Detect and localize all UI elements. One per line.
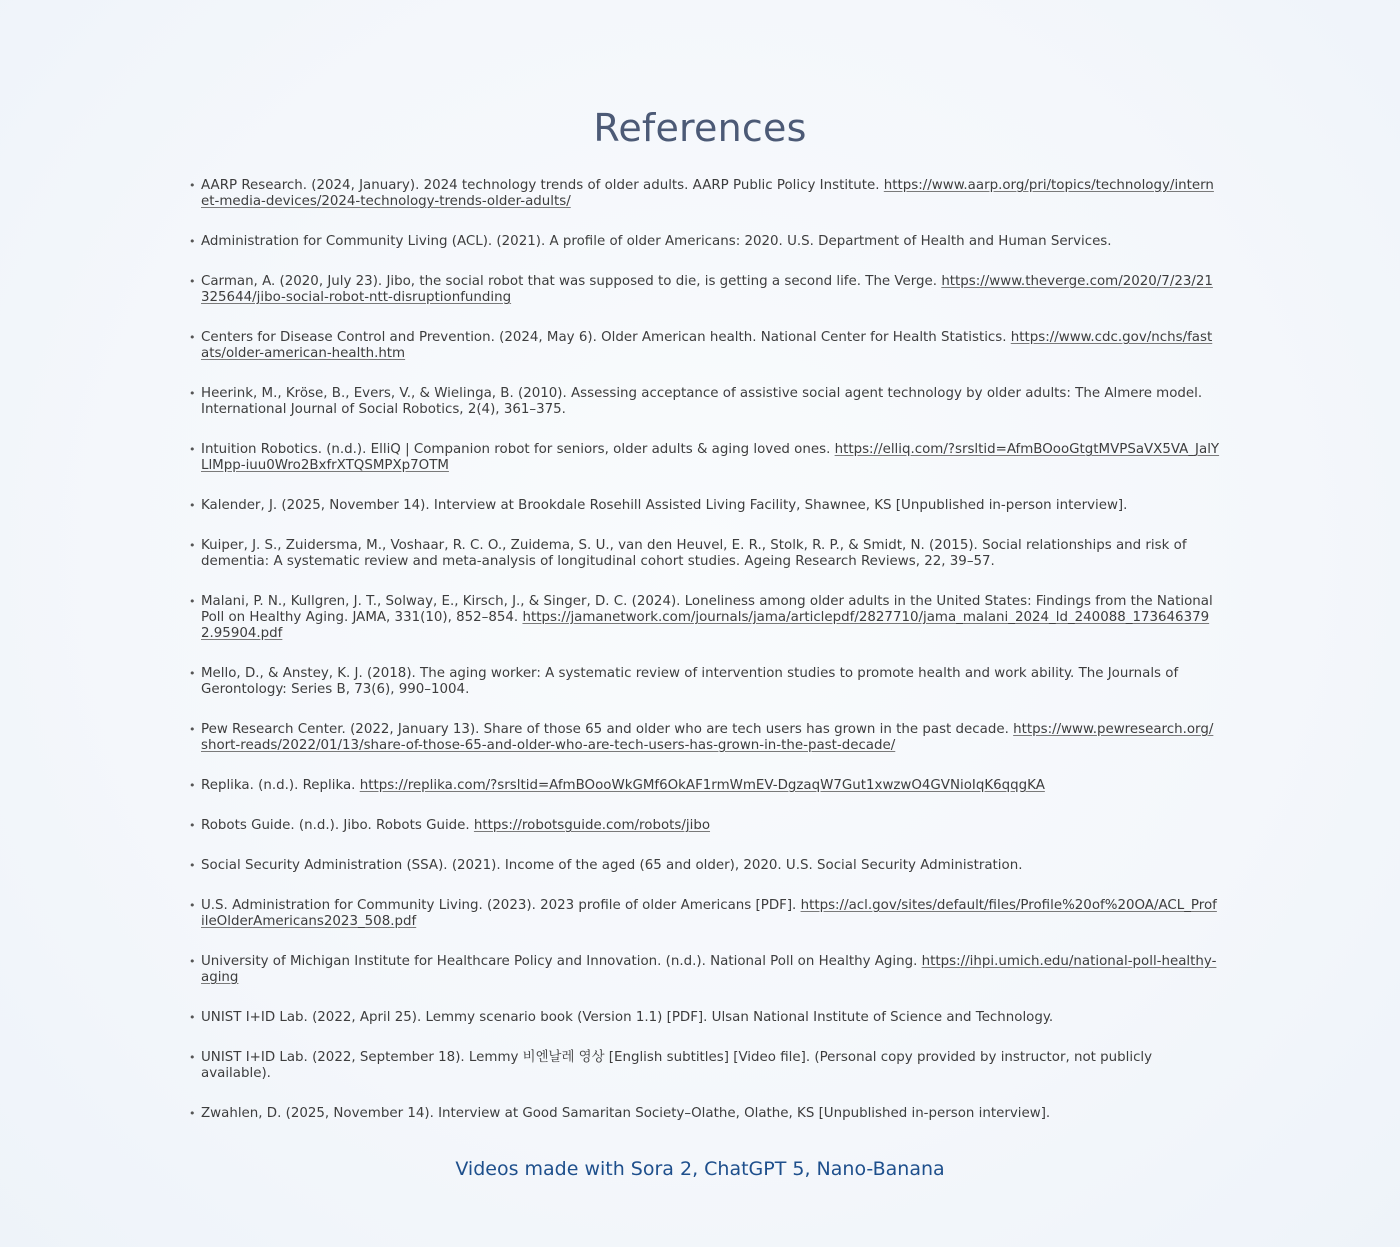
- reference-link[interactable]: https://acl.gov/sites/default/files/Profile%20of%20OA/ACL_ProfileOlderAmericans2023_508.pdf: [201, 898, 1217, 929]
- bullet-icon: •: [189, 859, 196, 872]
- reference-item: [186, 1050, 1220, 1082]
- bullet-icon: •: [189, 387, 196, 400]
- bullet-icon: •: [189, 499, 196, 512]
- reference-text: Kuiper, J. S., Zuidersma, M., Voshaar, R. C. O., Zuidema, S. U., van den Heuvel, E. R., Stolk, R. P., & Smidt, N. (2015). Social relationships and risk of dementia: A systematic review and meta-analysis of longitudinal cohort studies. Ageing Research Reviews, 22, 39–57.: [201, 538, 1187, 569]
- reference-text: Social Security Administration (SSA). (2021). Income of the aged (65 and older), 2020. U.S. Social Security Administration.: [201, 858, 1023, 873]
- reference-link[interactable]: https://www.pewresearch.org/short-reads/2022/01/13/share-of-those-65-and-older-who-are-tech-users-has-grown-in-the-past-decade/: [201, 722, 1214, 753]
- reference-item: [186, 274, 1220, 306]
- bullet-icon: •: [189, 331, 196, 344]
- reference-item: [186, 818, 1220, 834]
- page-title: References: [593, 106, 807, 150]
- bullet-icon: •: [189, 723, 196, 736]
- bullet-icon: •: [189, 819, 196, 832]
- reference-text: Robots Guide. (n.d.). Jibo. Robots Guide.: [201, 818, 474, 833]
- reference-text: U.S. Administration for Community Living. (2023). 2023 profile of older Americans [PDF].: [201, 898, 801, 913]
- reference-item: [186, 954, 1220, 986]
- reference-item: [186, 178, 1220, 210]
- reference-text: University of Michigan Institute for Healthcare Policy and Innovation. (n.d.). National Poll on Healthy Aging.: [201, 954, 922, 969]
- reference-text: UNIST I+ID Lab. (2022, April 25). Lemmy scenario book (Version 1.1) [PDF]. Ulsan National Institute of Science and Technology.: [201, 1010, 1054, 1025]
- reference-link[interactable]: https://replika.com/?srsltid=AfmBOooWkGMf6OkAF1rmWmEV-DgzaqW7Gut1xwzwO4GVNioIqK6qqgKA: [359, 778, 1045, 793]
- reference-link[interactable]: https://www.aarp.org/pri/topics/technology/internet-media-devices/2024-technology-trends-older-adults/: [201, 178, 1214, 209]
- reference-text: Heerink, M., Kröse, B., Evers, V., & Wielinga, B. (2010). Assessing acceptance of assistive social agent technology by older adults: The Almere model. International Journal of Social Robotics, 2(4), 361–375.: [201, 386, 1203, 417]
- bullet-icon: •: [189, 235, 196, 248]
- bullet-icon: •: [189, 595, 196, 608]
- reference-link[interactable]: https://jamanetwork.com/journals/jama/articlepdf/2827710/jama_malani_2024_ld_240088_1736463792.95904.pdf: [201, 610, 1210, 641]
- reference-link[interactable]: https://ihpi.umich.edu/national-poll-healthy-aging: [201, 954, 1217, 985]
- reference-item: [186, 498, 1220, 514]
- reference-text: Kalender, J. (2025, November 14). Interview at Brookdale Rosehill Assisted Living Facility, Shawnee, KS [Unpublished in-person interview].: [201, 498, 1128, 513]
- reference-text: Administration for Community Living (ACL). (2021). A profile of older Americans: 2020. U.S. Department of Health and Human Services.: [201, 234, 1112, 249]
- reference-item: [186, 594, 1220, 642]
- reference-item: [186, 1010, 1220, 1026]
- bullet-icon: •: [189, 779, 196, 792]
- reference-text: Zwahlen, D. (2025, November 14). Interview at Good Samaritan Society–Olathe, Olathe, KS [Unpublished in-person interview].: [201, 1106, 1051, 1121]
- reference-link[interactable]: https://robotsguide.com/robots/jibo: [473, 818, 711, 833]
- reference-text: Centers for Disease Control and Prevention. (2024, May 6). Older American health. National Center for Health Statistics.: [201, 330, 1011, 345]
- reference-text: UNIST I+ID Lab. (2022, September 18). Lemmy 비엔날레 영상 [English subtitles] [Video file]. (Personal copy provided by instructor, not publicly available).: [201, 1050, 1153, 1081]
- bullet-icon: •: [189, 1051, 196, 1064]
- reference-item: [186, 386, 1220, 418]
- reference-item: [186, 722, 1220, 754]
- bullet-icon: •: [189, 275, 196, 288]
- reference-item: [186, 538, 1220, 570]
- reference-item: [186, 898, 1220, 930]
- bullet-icon: •: [189, 179, 196, 192]
- bullet-icon: •: [189, 899, 196, 912]
- reference-link[interactable]: https://elliq.com/?srsltid=AfmBOooGtgtMVPSaVX5VA_JalYLlMpp-iuu0Wro2BxfrXTQSMPXp7OTM: [201, 442, 1220, 473]
- reference-link[interactable]: https://www.cdc.gov/nchs/fastats/older-american-health.htm: [201, 330, 1213, 361]
- reference-item: [186, 1106, 1220, 1122]
- bullet-icon: •: [189, 955, 196, 968]
- reference-item: [186, 442, 1220, 474]
- reference-item: [186, 234, 1220, 250]
- bullet-icon: •: [189, 667, 196, 680]
- bullet-icon: •: [189, 443, 196, 456]
- reference-item: [186, 778, 1220, 794]
- reference-item: [186, 330, 1220, 362]
- reference-text: Mello, D., & Anstey, K. J. (2018). The aging worker: A systematic review of intervention studies to promote health and work ability. The Journals of Gerontology: Series B, 73(6), 990–1004.: [201, 666, 1179, 697]
- reference-text: Malani, P. N., Kullgren, J. T., Solway, E., Kirsch, J., & Singer, D. C. (2024). Loneliness among older adults in the United States: Findings from the National Poll on Healthy Aging. JAMA, 331(10), 852–854.: [201, 594, 1213, 625]
- footer-note: Videos made with Sora 2, ChatGPT 5, Nano-Banana: [455, 1158, 945, 1180]
- reference-text: Carman, A. (2020, July 23). Jibo, the social robot that was supposed to die, is getting a second life. The Verge.: [201, 274, 942, 289]
- reference-text: Intuition Robotics. (n.d.). ElliQ | Companion robot for seniors, older adults & aging loved ones.: [201, 442, 835, 457]
- bullet-icon: •: [189, 539, 196, 552]
- reference-item: [186, 666, 1220, 698]
- reference-text: Replika. (n.d.). Replika.: [201, 778, 360, 793]
- reference-list: [186, 178, 1220, 1146]
- reference-text: Pew Research Center. (2022, January 13). Share of those 65 and older who are tech users has grown in the past decade.: [201, 722, 1014, 737]
- reference-text: AARP Research. (2024, January). 2024 technology trends of older adults. AARP Public Policy Institute.: [201, 178, 884, 193]
- reference-link[interactable]: https://www.theverge.com/2020/7/23/21325644/jibo-social-robot-ntt-disruptionfunding: [201, 274, 1213, 305]
- bullet-icon: •: [189, 1107, 196, 1120]
- bullet-icon: •: [189, 1011, 196, 1024]
- reference-item: [186, 858, 1220, 874]
